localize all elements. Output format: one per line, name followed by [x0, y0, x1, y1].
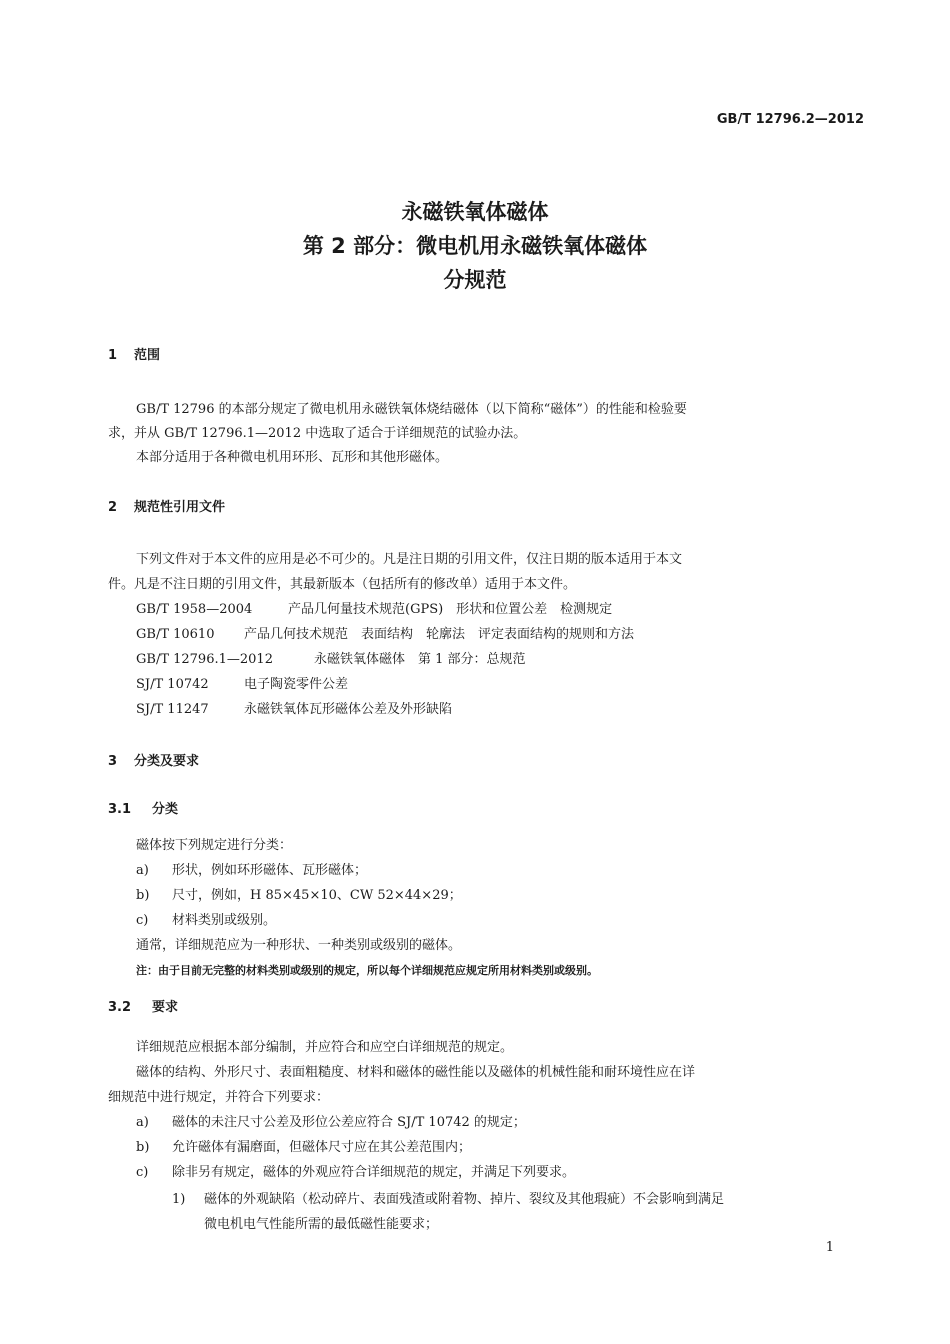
title-line-3: 分规范	[443, 268, 507, 292]
note: 注：由于目前无完整的材料类别或级别的规定，所以每个详细规范应规定所用材料类别或级别。	[136, 964, 598, 977]
reference-item	[136, 623, 634, 642]
list-label: a)	[136, 863, 149, 878]
section-number: 1	[108, 348, 118, 363]
list-label: b)	[136, 1140, 150, 1155]
section-1-heading	[108, 344, 160, 363]
list-text: 除非另有规定，磁体的外观应符合详细规范的规定，并满足下列要求。	[172, 1165, 576, 1180]
paragraph: 细规范中进行规定，并符合下列要求：	[108, 1090, 330, 1105]
list-text: 磁体的未注尺寸公差及形位公差应符合 SJ/T 10742 的规定；	[172, 1115, 526, 1130]
list-text: 允许磁体有漏磨面，但磁体尺寸应在其公差范围内；	[172, 1140, 472, 1155]
list-text: 磁体的外观缺陷（松动碎片、表面残渣或附着物、掉片、裂纹及其他瑕疵）不会影响到满足	[204, 1192, 725, 1207]
list-label: a)	[136, 1115, 149, 1130]
subsection-number: 3.2	[108, 1000, 132, 1015]
section-number: 2	[108, 500, 118, 515]
reference-item	[136, 648, 526, 667]
paragraph: 本部分适用于各种微电机用环形、瓦形和其他形磁体。	[136, 450, 449, 465]
subsection-3-2-heading	[108, 996, 178, 1015]
reference-item	[136, 673, 348, 692]
section-2-heading	[108, 496, 225, 515]
list-item	[136, 1161, 575, 1180]
paragraph: 磁体的结构、外形尺寸、表面粗糙度、材料和磁体的磁性能以及磁体的机械性能和耐环境性应在详	[136, 1065, 696, 1080]
section-title: 规范性引用文件	[134, 500, 226, 515]
paragraph: 详细规范应根据本部分编制，并应符合和应空白详细规范的规定。	[136, 1040, 514, 1055]
section-title: 分类及要求	[134, 754, 200, 769]
title-line-2: 第 2 部分：微电机用永磁铁氧体磁体	[302, 234, 648, 258]
paragraph: 件。凡是不注日期的引用文件，其最新版本（包括所有的修改单）适用于本文件。	[108, 577, 577, 592]
title-line-1: 永磁铁氧体磁体	[401, 200, 549, 224]
list-label: b)	[136, 888, 150, 903]
list-text: 形状，例如环形磁体、瓦形磁体；	[172, 863, 368, 878]
sub-list-item	[172, 1188, 724, 1207]
paragraph: 下列文件对于本文件的应用是必不可少的。凡是注日期的引用文件，仅注日期的版本适用于本文	[136, 552, 683, 567]
paragraph: 通常，详细规范应为一种形状、一种类别或级别的磁体。	[136, 938, 462, 953]
subsection-title: 要求	[152, 1000, 179, 1015]
list-item	[136, 909, 276, 928]
sub-list-item-continuation: 微电机电气性能所需的最低磁性能要求；	[204, 1217, 439, 1232]
list-item	[136, 1111, 526, 1130]
reference-code: SJ/T 10742	[136, 677, 209, 692]
list-label: c)	[136, 913, 149, 928]
reference-title: 产品几何量技术规范(GPS) 形状和位置公差 检测规定	[288, 602, 613, 617]
page-number: 1	[825, 1240, 834, 1255]
reference-title: 产品几何技术规范 表面结构 轮廓法 评定表面结构的规则和方法	[244, 627, 635, 642]
paragraph: 求，并从 GB/T 12796.1—2012 中选取了适合于详细规范的试验办法。	[108, 426, 527, 441]
subsection-number: 3.1	[108, 802, 132, 817]
reference-item	[136, 698, 452, 717]
list-item	[136, 1136, 471, 1155]
reference-title: 永磁铁氧体磁体 第 1 部分：总规范	[314, 652, 526, 667]
list-text: 尺寸，例如，H 85×45×10、CW 52×44×29；	[172, 888, 462, 903]
list-text: 材料类别或级别。	[172, 913, 277, 928]
standard-code: GB/T 12796.2—2012	[716, 112, 864, 127]
reference-code: SJ/T 11247	[136, 702, 209, 717]
section-number: 3	[108, 754, 118, 769]
reference-title: 电子陶瓷零件公差	[244, 677, 349, 692]
section-3-heading	[108, 750, 199, 769]
reference-code: GB/T 12796.1—2012	[136, 652, 273, 667]
list-label: c)	[136, 1165, 149, 1180]
reference-code: GB/T 1958—2004	[136, 602, 253, 617]
list-label: 1)	[172, 1192, 186, 1207]
reference-title: 永磁铁氧体瓦形磁体公差及外形缺陷	[244, 702, 453, 717]
list-item	[136, 884, 462, 903]
reference-item	[136, 598, 612, 617]
reference-code: GB/T 10610	[136, 627, 215, 642]
list-item	[136, 859, 367, 878]
paragraph: GB/T 12796 的本部分规定了微电机用永磁铁氧体烧结磁体（以下简称“磁体”）的性能和检验要	[136, 402, 687, 417]
subsection-title: 分类	[152, 802, 179, 817]
paragraph: 磁体按下列规定进行分类：	[136, 838, 293, 853]
subsection-3-1-heading	[108, 798, 178, 817]
section-title: 范围	[134, 348, 161, 363]
